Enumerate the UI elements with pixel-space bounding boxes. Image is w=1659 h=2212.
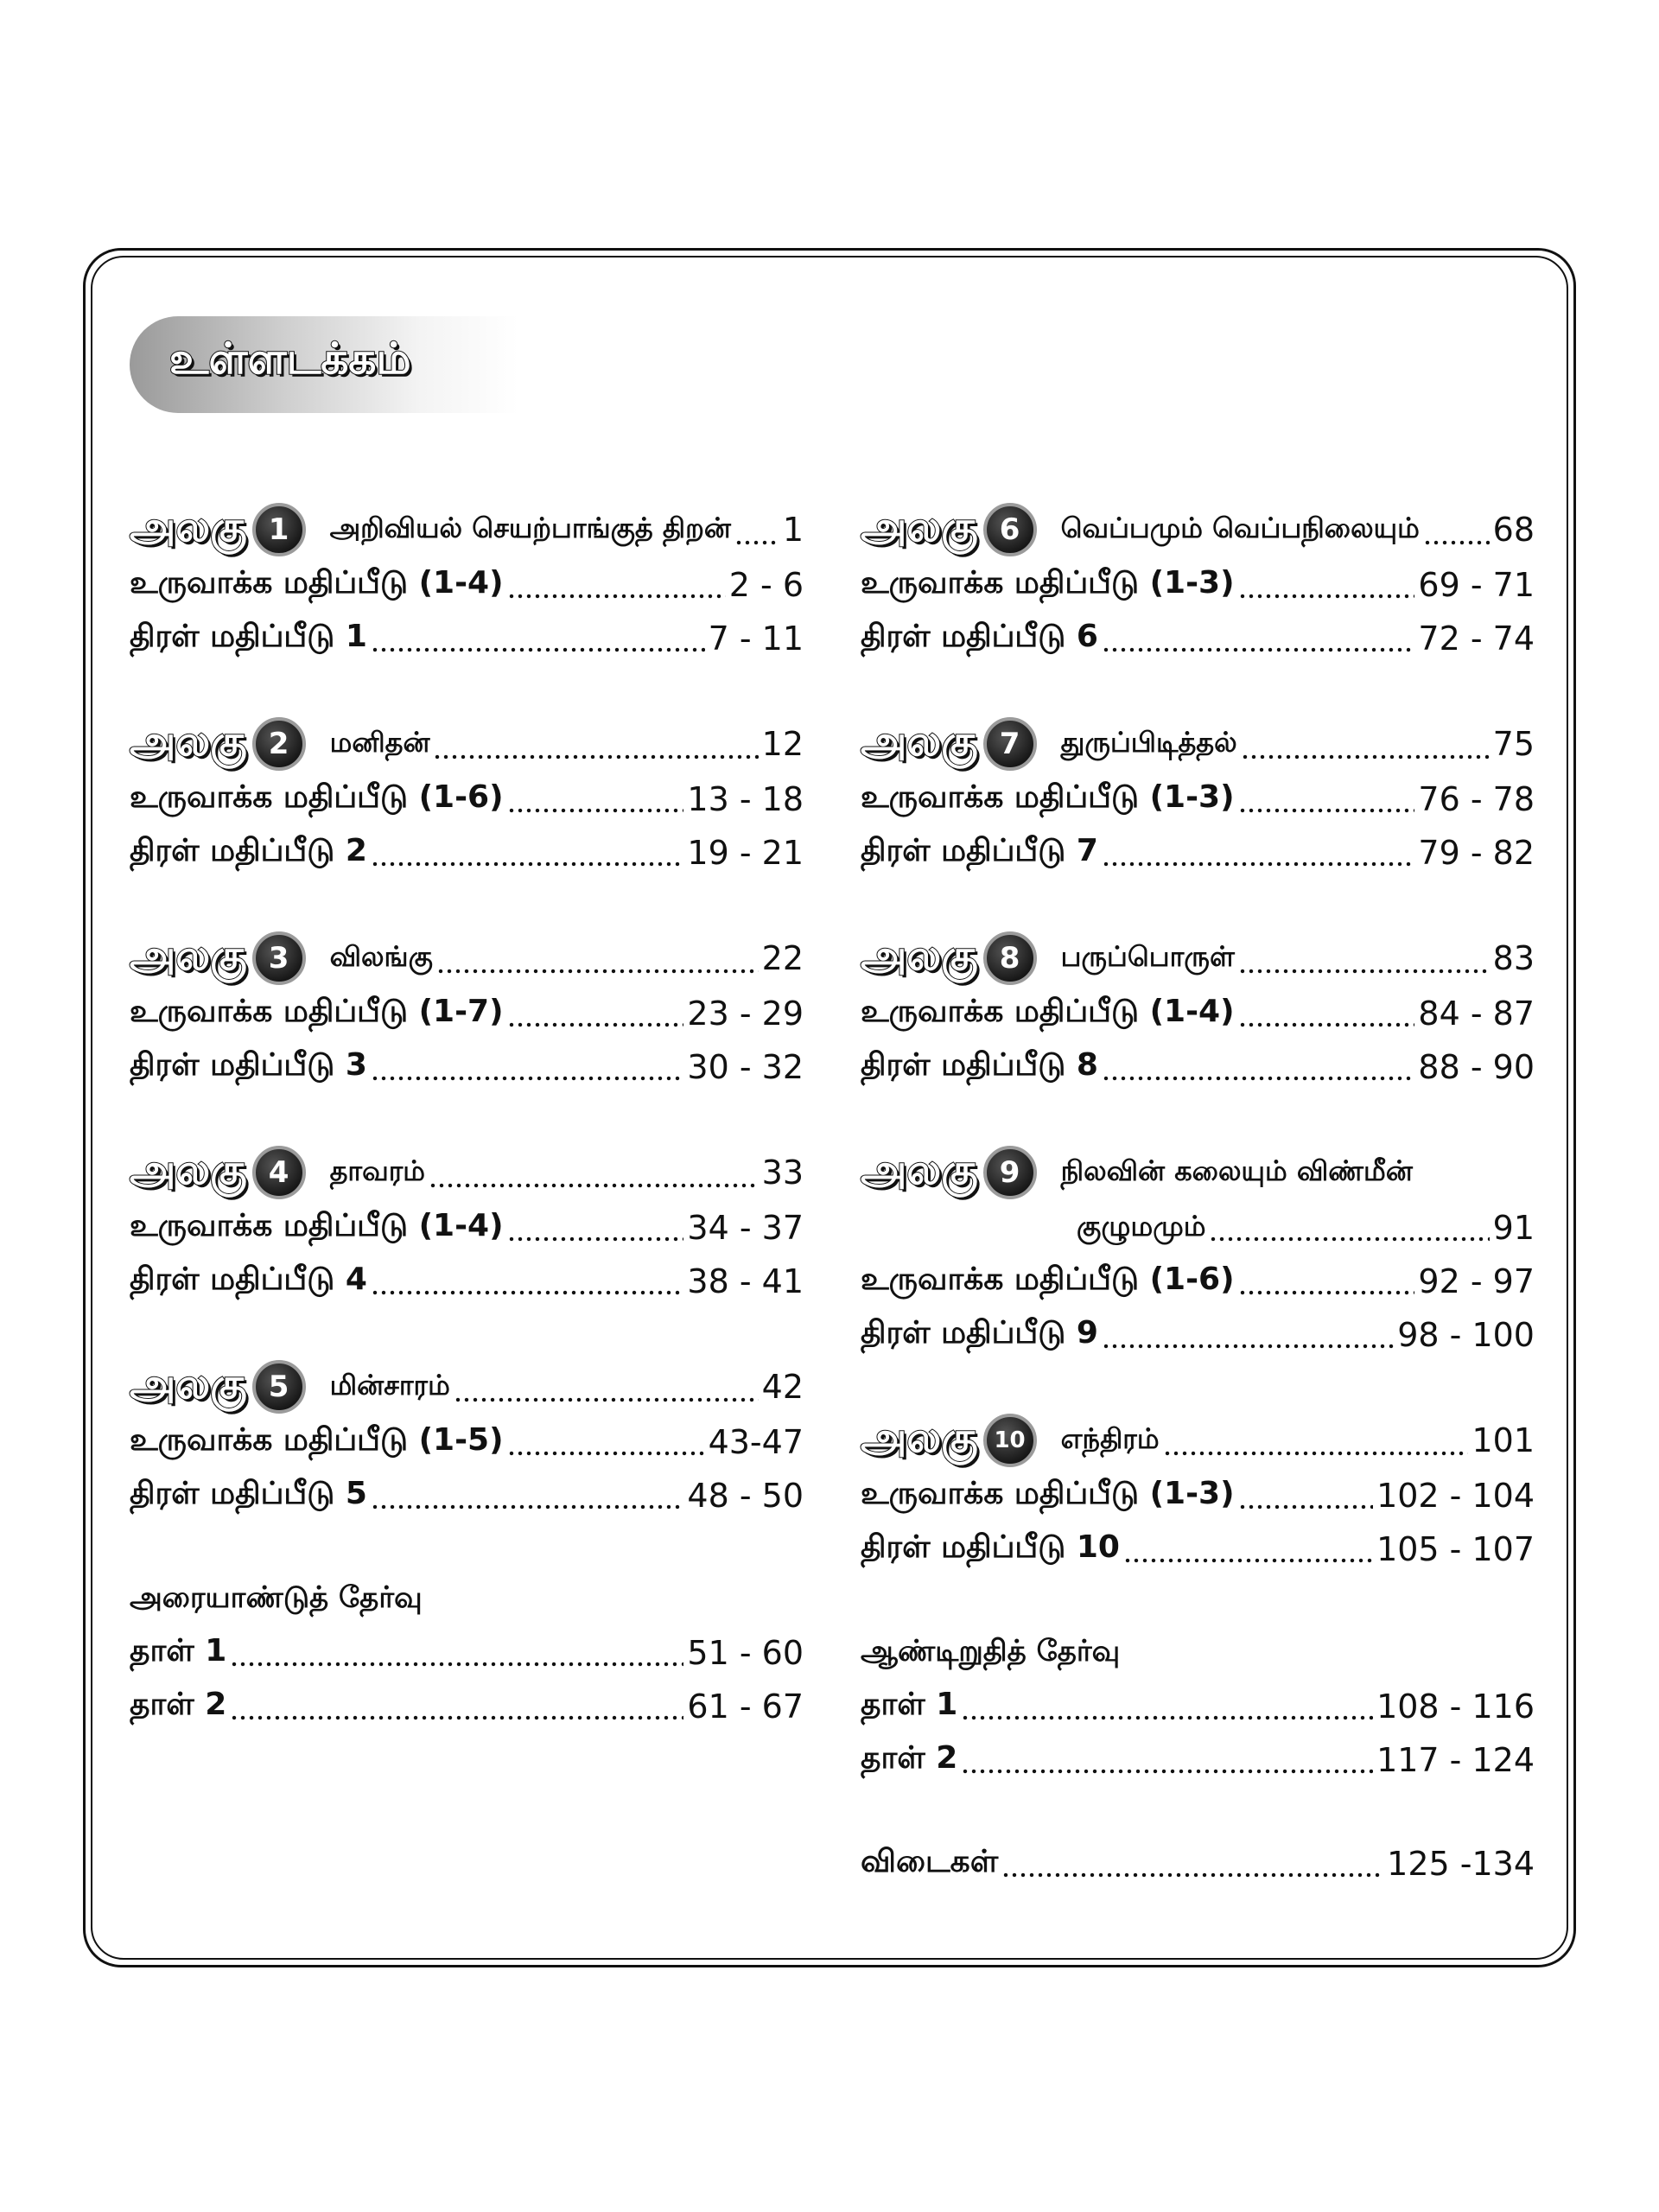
unit-section xyxy=(130,501,804,665)
unit-heading[interactable] xyxy=(861,1144,1535,1201)
unit-page: 75 xyxy=(1492,725,1535,763)
page-title: உள்ளடக்கம் xyxy=(169,334,411,384)
unit-number-badge: 3 xyxy=(252,931,306,985)
toc-entry[interactable]: தாள் 2 61 - 67 xyxy=(130,1687,804,1726)
toc-entry[interactable]: உருவாக்க மதிப்பீடு (1-3) 102 - 104 xyxy=(861,1476,1535,1515)
unit-page: 83 xyxy=(1492,939,1535,977)
unit-word: அலகு xyxy=(861,931,978,980)
toc-entry[interactable]: திரள் மதிப்பீடு 9 98 - 100 xyxy=(861,1315,1535,1354)
unit-section xyxy=(861,715,1535,880)
toc-entry-answers[interactable]: விடைகள் 125 -134 xyxy=(861,1844,1535,1883)
unit-section xyxy=(861,1412,1535,1576)
unit-number-badge: 4 xyxy=(252,1146,306,1199)
unit-heading[interactable] xyxy=(861,930,1535,987)
unit-word: அலகு xyxy=(130,931,247,980)
toc-entry[interactable]: உருவாக்க மதிப்பீடு (1-3) 69 - 71 xyxy=(861,565,1535,604)
unit-number-badge: 8 xyxy=(983,931,1037,985)
unit-page: 91 xyxy=(1492,1209,1535,1247)
unit-number-badge: 2 xyxy=(252,717,306,771)
toc-entry[interactable]: உருவாக்க மதிப்பீடு (1-5) 43-47 xyxy=(130,1422,804,1461)
toc-entry[interactable]: திரள் மதிப்பீடு 7 79 - 82 xyxy=(861,833,1535,872)
unit-page: 22 xyxy=(761,939,804,977)
unit-section xyxy=(130,1358,804,1522)
unit-page: 42 xyxy=(761,1368,804,1406)
unit-word: அலகு xyxy=(861,503,978,551)
unit-title-continued[interactable]: குழுமமும் 91 xyxy=(1077,1209,1535,1247)
unit-heading[interactable] xyxy=(130,501,804,558)
toc-entry[interactable]: உருவாக்க மதிப்பீடு (1-6) 13 - 18 xyxy=(130,779,804,818)
toc-entry[interactable]: தாள் 2 117 - 124 xyxy=(861,1740,1535,1779)
toc-entry[interactable]: திரள் மதிப்பீடு 3 30 - 32 xyxy=(130,1047,804,1086)
unit-page: 1 xyxy=(782,511,804,549)
toc-left-column xyxy=(130,501,804,1783)
toc-entry[interactable]: உருவாக்க மதிப்பீடு (1-4) 2 - 6 xyxy=(130,565,804,604)
title-badge xyxy=(130,316,518,413)
unit-title: துருப்பிடித்தல் xyxy=(1060,726,1237,759)
toc-entry[interactable]: உருவாக்க மதிப்பீடு (1-3) 76 - 78 xyxy=(861,779,1535,818)
toc-entry[interactable]: திரள் மதிப்பீடு 2 19 - 21 xyxy=(130,833,804,872)
unit-page: 33 xyxy=(761,1154,804,1192)
final-exam-section xyxy=(861,1626,1535,1787)
unit-title: மின்சாரம் xyxy=(329,1369,450,1402)
unit-section xyxy=(130,1144,804,1308)
unit-title: வெப்பமும் வெப்பநிலையும் xyxy=(1060,512,1420,544)
toc-entry[interactable]: தாள் 1 108 - 116 xyxy=(861,1687,1535,1726)
unit-heading[interactable] xyxy=(130,715,804,772)
unit-title: நிலவின் கலையும் விண்மீன் xyxy=(1060,1154,1413,1187)
unit-page: 12 xyxy=(761,725,804,763)
unit-heading[interactable] xyxy=(861,1412,1535,1469)
toc-entry[interactable]: திரள் மதிப்பீடு 10 105 - 107 xyxy=(861,1529,1535,1568)
unit-word: அலகு xyxy=(861,717,978,766)
unit-heading[interactable] xyxy=(130,1144,804,1201)
unit-word: அலகு xyxy=(130,717,247,766)
unit-word: அலகு xyxy=(861,1414,978,1462)
unit-heading[interactable] xyxy=(130,1358,804,1415)
toc-entry[interactable]: உருவாக்க மதிப்பீடு (1-7) 23 - 29 xyxy=(130,994,804,1033)
unit-heading[interactable] xyxy=(861,715,1535,772)
toc-entry[interactable]: தாள் 1 51 - 60 xyxy=(130,1633,804,1672)
final-exam-heading: ஆண்டிறுதித் தேர்வு xyxy=(861,1634,1121,1669)
unit-number-badge: 9 xyxy=(983,1146,1037,1199)
unit-page: 68 xyxy=(1492,511,1535,549)
unit-number-badge: 6 xyxy=(983,503,1037,556)
unit-section xyxy=(861,930,1535,1094)
unit-word: அலகு xyxy=(130,1360,247,1408)
toc-entry[interactable]: திரள் மதிப்பீடு 8 88 - 90 xyxy=(861,1047,1535,1086)
unit-title: விலங்கு xyxy=(329,940,433,973)
toc-entry[interactable]: திரள் மதிப்பீடு 4 38 - 41 xyxy=(130,1262,804,1300)
unit-title: மனிதன் xyxy=(329,726,430,759)
unit-word: அலகு xyxy=(130,503,247,551)
toc-entry[interactable]: திரள் மதிப்பீடு 5 48 - 50 xyxy=(130,1476,804,1515)
mid-exam-section xyxy=(130,1573,804,1733)
mid-exam-heading: அரையாண்டுத் தேர்வு xyxy=(130,1580,423,1615)
unit-number-badge: 5 xyxy=(252,1360,306,1414)
answers-section xyxy=(861,1837,1535,1891)
toc-entry[interactable]: உருவாக்க மதிப்பீடு (1-4) 34 - 37 xyxy=(130,1208,804,1247)
unit-title: தாவரம் xyxy=(329,1154,426,1187)
unit-title: எந்திரம் xyxy=(1060,1422,1160,1455)
unit-heading[interactable] xyxy=(861,501,1535,558)
unit-title: அறிவியல் செயற்பாங்குத் திறன் xyxy=(329,512,731,544)
unit-word: அலகு xyxy=(861,1146,978,1194)
unit-heading[interactable] xyxy=(130,930,804,987)
unit-section xyxy=(130,930,804,1094)
unit-page: 101 xyxy=(1471,1421,1535,1459)
toc-entry[interactable]: உருவாக்க மதிப்பீடு (1-4) 84 - 87 xyxy=(861,994,1535,1033)
toc-entry[interactable]: திரள் மதிப்பீடு 6 72 - 74 xyxy=(861,619,1535,658)
toc-entry[interactable]: உருவாக்க மதிப்பீடு (1-6) 92 - 97 xyxy=(861,1262,1535,1300)
unit-number-badge: 10 xyxy=(983,1414,1037,1467)
unit-section xyxy=(861,501,1535,665)
toc-entry[interactable]: திரள் மதிப்பீடு 1 7 - 11 xyxy=(130,619,804,658)
unit-section xyxy=(861,1144,1535,1362)
unit-section xyxy=(130,715,804,880)
unit-number-badge: 1 xyxy=(252,503,306,556)
unit-number-badge: 7 xyxy=(983,717,1037,771)
unit-title: பருப்பொருள் xyxy=(1060,940,1235,973)
toc-right-column xyxy=(861,501,1535,1941)
unit-word: அலகு xyxy=(130,1146,247,1194)
